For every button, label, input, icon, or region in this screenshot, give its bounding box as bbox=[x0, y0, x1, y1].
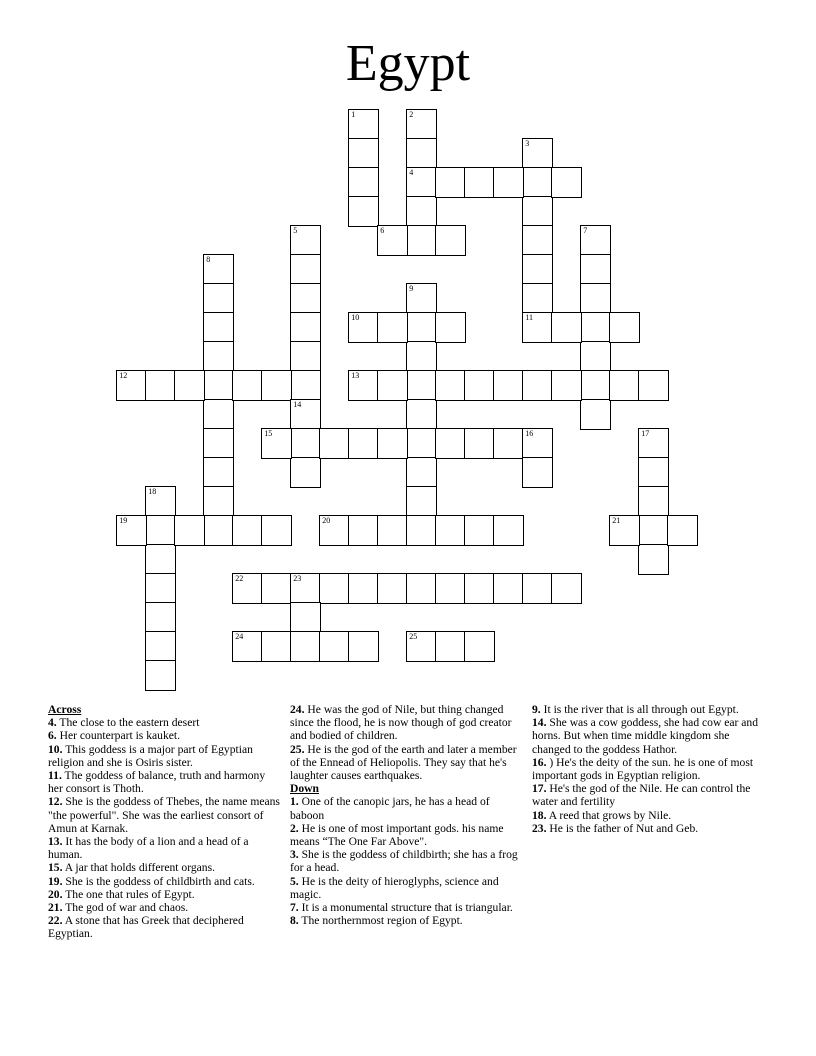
grid-cell[interactable] bbox=[232, 631, 263, 662]
grid-cell[interactable] bbox=[203, 399, 234, 430]
grid-cell[interactable] bbox=[290, 602, 321, 633]
grid-cell[interactable] bbox=[580, 312, 611, 343]
grid-cell[interactable] bbox=[348, 312, 379, 343]
grid-cell[interactable] bbox=[290, 341, 321, 372]
clue-across-25: 25. He is the god of the earth and later a member of the Ennead of Heliopolis. They say that he's laughter causes earthquakes. bbox=[290, 742, 517, 783]
clue-down-14: 14. She was a cow goddess, she had cow ear and horns. But when time middle kingdom she changed to the goddess Hathor. bbox=[532, 716, 759, 756]
grid-cell[interactable] bbox=[522, 428, 553, 459]
grid-cell[interactable] bbox=[464, 370, 495, 401]
grid-cell[interactable] bbox=[580, 283, 611, 314]
clue-down-16: 16. ) He's the deity of the sun. he is one of most important gods in Egyptian religion. bbox=[532, 755, 754, 783]
grid-cell[interactable] bbox=[493, 167, 524, 198]
grid-cell[interactable] bbox=[609, 370, 640, 401]
grid-cell[interactable] bbox=[667, 515, 698, 546]
grid-cell[interactable] bbox=[580, 254, 611, 285]
grid-cell[interactable] bbox=[638, 370, 669, 401]
grid-cell[interactable] bbox=[580, 370, 611, 401]
grid-cell[interactable] bbox=[145, 631, 176, 662]
grid-cell[interactable] bbox=[348, 167, 379, 198]
grid-cell[interactable] bbox=[232, 573, 263, 604]
grid-cell[interactable] bbox=[348, 138, 379, 169]
clue-across-11: 11. The goddess of balance, truth and harmony her consort is Thoth. bbox=[48, 769, 266, 796]
grid-cell[interactable] bbox=[174, 370, 205, 401]
clue-down-1: 1. One of the canopic jars, he has a head of baboon bbox=[290, 795, 490, 822]
grid-cell[interactable] bbox=[377, 370, 408, 401]
clue-down-17: 17. He's the god of the Nile. He can control the water and fertility bbox=[532, 782, 751, 809]
grid-cell[interactable] bbox=[348, 109, 379, 140]
grid-cell[interactable] bbox=[406, 515, 437, 546]
grid-cell[interactable] bbox=[406, 283, 437, 314]
grid-cell[interactable] bbox=[435, 312, 466, 343]
grid-cell[interactable] bbox=[406, 225, 437, 256]
cell-number: 3 bbox=[525, 139, 530, 149]
grid-cell[interactable] bbox=[638, 457, 669, 488]
cell-number: 12 bbox=[119, 371, 128, 381]
grid-cell[interactable] bbox=[348, 196, 379, 227]
clue-down-3: 3. She is the goddess of childbirth; she has a frog for a head. bbox=[290, 848, 518, 875]
grid-cell[interactable] bbox=[435, 167, 466, 198]
grid-cell[interactable] bbox=[522, 457, 553, 488]
cell-number: 4 bbox=[409, 168, 414, 178]
grid-cell[interactable] bbox=[493, 515, 524, 546]
grid-cell[interactable] bbox=[261, 573, 292, 604]
grid-cell[interactable] bbox=[522, 370, 553, 401]
cell-number: 10 bbox=[351, 313, 360, 323]
cell-number: 9 bbox=[409, 284, 414, 294]
grid-cell[interactable] bbox=[406, 428, 437, 459]
grid-cell[interactable] bbox=[261, 631, 292, 662]
cell-number: 19 bbox=[119, 516, 128, 526]
grid-cell[interactable] bbox=[580, 225, 611, 256]
grid-cell[interactable] bbox=[377, 428, 408, 459]
grid-cell[interactable] bbox=[203, 283, 234, 314]
cell-number: 14 bbox=[293, 400, 302, 410]
grid-cell[interactable] bbox=[348, 428, 379, 459]
grid-cell[interactable] bbox=[609, 515, 640, 546]
cell-number: 23 bbox=[293, 574, 302, 584]
grid-cell[interactable] bbox=[290, 225, 321, 256]
clue-across-24: 24. He was the god of Nile, but thing changed since the flood, he is now though of god creator and bodied of children. bbox=[290, 703, 512, 743]
grid-cell[interactable] bbox=[638, 486, 669, 517]
clue-down-23: 23. He is the father of Nut and Geb. bbox=[532, 821, 699, 835]
grid-cell[interactable] bbox=[203, 341, 234, 372]
grid-cell[interactable] bbox=[435, 631, 466, 662]
grid-cell[interactable] bbox=[493, 428, 524, 459]
clue-across-4: 4. The close to the eastern desert bbox=[48, 716, 200, 730]
grid-cell[interactable] bbox=[203, 370, 234, 401]
grid-cell[interactable] bbox=[145, 573, 176, 604]
grid-cell[interactable] bbox=[174, 515, 205, 546]
grid-cell[interactable] bbox=[319, 428, 350, 459]
cell-number: 25 bbox=[409, 632, 418, 642]
grid-cell[interactable] bbox=[290, 573, 321, 604]
grid-cell[interactable] bbox=[203, 486, 234, 517]
grid-cell[interactable] bbox=[406, 457, 437, 488]
cell-number: 22 bbox=[235, 574, 244, 584]
grid-cell[interactable] bbox=[522, 225, 553, 256]
cell-number: 2 bbox=[409, 110, 414, 120]
grid-cell[interactable] bbox=[377, 515, 408, 546]
grid-cell[interactable] bbox=[290, 457, 321, 488]
grid-cell[interactable] bbox=[348, 370, 379, 401]
cell-number: 6 bbox=[380, 226, 385, 236]
grid-cell[interactable] bbox=[493, 370, 524, 401]
grid-cell[interactable] bbox=[435, 515, 466, 546]
grid-cell[interactable] bbox=[638, 428, 669, 459]
cell-number: 18 bbox=[148, 487, 157, 497]
clue-across-13: 13. It has the body of a lion and a head of a human. bbox=[48, 835, 249, 862]
clue-column-2 bbox=[290, 703, 524, 927]
cell-number: 5 bbox=[293, 226, 298, 236]
grid-cell[interactable] bbox=[493, 573, 524, 604]
clue-column-3 bbox=[532, 703, 764, 835]
grid-cell[interactable] bbox=[435, 573, 466, 604]
grid-cell[interactable] bbox=[464, 167, 495, 198]
clue-across-20: 20. The one that rules of Egypt. bbox=[48, 887, 195, 901]
cell-number: 24 bbox=[235, 632, 244, 642]
grid-cell[interactable] bbox=[290, 254, 321, 285]
grid-cell[interactable] bbox=[145, 602, 176, 633]
across-heading: Across bbox=[48, 703, 82, 716]
clue-across-15: 15. A jar that holds different organs. bbox=[48, 861, 216, 875]
cell-number: 8 bbox=[206, 255, 211, 265]
grid-cell[interactable] bbox=[319, 573, 350, 604]
grid-cell[interactable] bbox=[435, 225, 466, 256]
grid-cell[interactable] bbox=[203, 254, 234, 285]
clue-down-9: 9. It is the river that is all through out Egypt. bbox=[532, 703, 739, 716]
grid-cell[interactable] bbox=[203, 457, 234, 488]
grid-cell[interactable] bbox=[580, 341, 611, 372]
cell-number: 20 bbox=[322, 516, 331, 526]
grid-cell[interactable] bbox=[551, 370, 582, 401]
grid-cell[interactable] bbox=[116, 370, 147, 401]
grid-cell[interactable] bbox=[406, 370, 437, 401]
clue-across-21: 21. The god of war and chaos. bbox=[48, 901, 189, 915]
grid-cell[interactable] bbox=[464, 515, 495, 546]
grid-cell[interactable] bbox=[261, 515, 292, 546]
grid-cell[interactable] bbox=[377, 573, 408, 604]
cell-number: 1 bbox=[351, 110, 356, 120]
grid-cell[interactable] bbox=[348, 573, 379, 604]
grid-cell[interactable] bbox=[406, 486, 437, 517]
grid-cell[interactable] bbox=[145, 515, 176, 546]
grid-cell[interactable] bbox=[406, 399, 437, 430]
grid-cell[interactable] bbox=[145, 660, 176, 691]
grid-cell[interactable] bbox=[551, 312, 582, 343]
grid-cell[interactable] bbox=[638, 544, 669, 575]
grid-cell[interactable] bbox=[406, 138, 437, 169]
grid-cell[interactable] bbox=[290, 370, 321, 401]
grid-cell[interactable] bbox=[464, 631, 495, 662]
clue-column-1 bbox=[48, 703, 280, 941]
grid-cell[interactable] bbox=[522, 312, 553, 343]
grid-cell[interactable] bbox=[319, 515, 350, 546]
grid-cell[interactable] bbox=[580, 399, 611, 430]
grid-cell[interactable] bbox=[406, 196, 437, 227]
clue-across-19: 19. She is the goddess of childbirth and cats. bbox=[48, 874, 255, 888]
grid-cell[interactable] bbox=[551, 167, 582, 198]
clue-down-7: 7. It is a monumental structure that is triangular. bbox=[290, 901, 513, 915]
grid-cell[interactable] bbox=[203, 428, 234, 459]
grid-cell[interactable] bbox=[261, 370, 292, 401]
grid-cell[interactable] bbox=[522, 138, 553, 169]
grid-cell[interactable] bbox=[290, 283, 321, 314]
grid-cell[interactable] bbox=[522, 573, 553, 604]
cell-number: 13 bbox=[351, 371, 360, 381]
clue-across-6: 6. Her counterpart is kauket. bbox=[48, 729, 180, 743]
grid-cell[interactable] bbox=[522, 196, 553, 227]
grid-cell[interactable] bbox=[290, 399, 321, 430]
grid-cell[interactable] bbox=[232, 515, 263, 546]
grid-cell[interactable] bbox=[435, 370, 466, 401]
grid-cell[interactable] bbox=[348, 631, 379, 662]
grid-cell[interactable] bbox=[551, 573, 582, 604]
grid-cell[interactable] bbox=[145, 370, 176, 401]
clue-down-5: 5. He is the deity of hieroglyphs, science and magic. bbox=[290, 874, 499, 901]
grid-cell[interactable] bbox=[406, 631, 437, 662]
clue-across-12: 12. She is the goddess of Thebes, the name means "the powerful". She was the earliest consort of Amun at Karnak. bbox=[48, 795, 280, 835]
clue-across-10: 10. This goddess is a major part of Egyptian religion and she is Osiris sister. bbox=[48, 742, 253, 769]
grid-cell[interactable] bbox=[638, 515, 669, 546]
cell-number: 11 bbox=[525, 313, 533, 323]
grid-cell[interactable] bbox=[203, 312, 234, 343]
grid-cell[interactable] bbox=[290, 428, 321, 459]
grid-cell[interactable] bbox=[319, 631, 350, 662]
puzzle-title: Egypt bbox=[345, 35, 471, 92]
grid-cell[interactable] bbox=[377, 225, 408, 256]
clue-down-18: 18. A reed that grows by Nile. bbox=[532, 808, 672, 822]
grid-cell[interactable] bbox=[406, 573, 437, 604]
grid-cell[interactable] bbox=[377, 312, 408, 343]
grid-cell[interactable] bbox=[609, 312, 640, 343]
grid-cell[interactable] bbox=[522, 167, 553, 198]
grid-cell[interactable] bbox=[464, 428, 495, 459]
grid-cell[interactable] bbox=[406, 109, 437, 140]
grid-cell[interactable] bbox=[522, 283, 553, 314]
clue-down-2: 2. He is one of most important gods. his name means “The One Far Above". bbox=[290, 821, 504, 849]
grid-cell[interactable] bbox=[435, 428, 466, 459]
grid-cell[interactable] bbox=[261, 428, 292, 459]
cell-number: 16 bbox=[525, 429, 534, 439]
grid-cell[interactable] bbox=[464, 573, 495, 604]
grid-cell[interactable] bbox=[522, 254, 553, 285]
grid-cell[interactable] bbox=[290, 312, 321, 343]
grid-cell[interactable] bbox=[406, 167, 437, 198]
down-heading: Down bbox=[290, 782, 319, 796]
grid-cell[interactable] bbox=[290, 631, 321, 662]
cell-number: 17 bbox=[641, 429, 650, 439]
grid-cell[interactable] bbox=[406, 341, 437, 372]
grid-cell[interactable] bbox=[348, 515, 379, 546]
cell-number: 15 bbox=[264, 429, 273, 439]
grid-cell[interactable] bbox=[232, 370, 263, 401]
clue-across-22: 22. A stone that has Greek that deciphered Egyptian. bbox=[48, 914, 244, 941]
grid-cell[interactable] bbox=[145, 544, 176, 575]
cell-number: 21 bbox=[612, 516, 621, 526]
grid-cell[interactable] bbox=[203, 515, 234, 546]
grid-cell[interactable] bbox=[406, 312, 437, 343]
grid-cell[interactable] bbox=[145, 486, 176, 517]
clue-down-8: 8. The northernmost region of Egypt. bbox=[290, 914, 463, 928]
grid-cell[interactable] bbox=[116, 515, 147, 546]
cell-number: 7 bbox=[583, 226, 588, 236]
